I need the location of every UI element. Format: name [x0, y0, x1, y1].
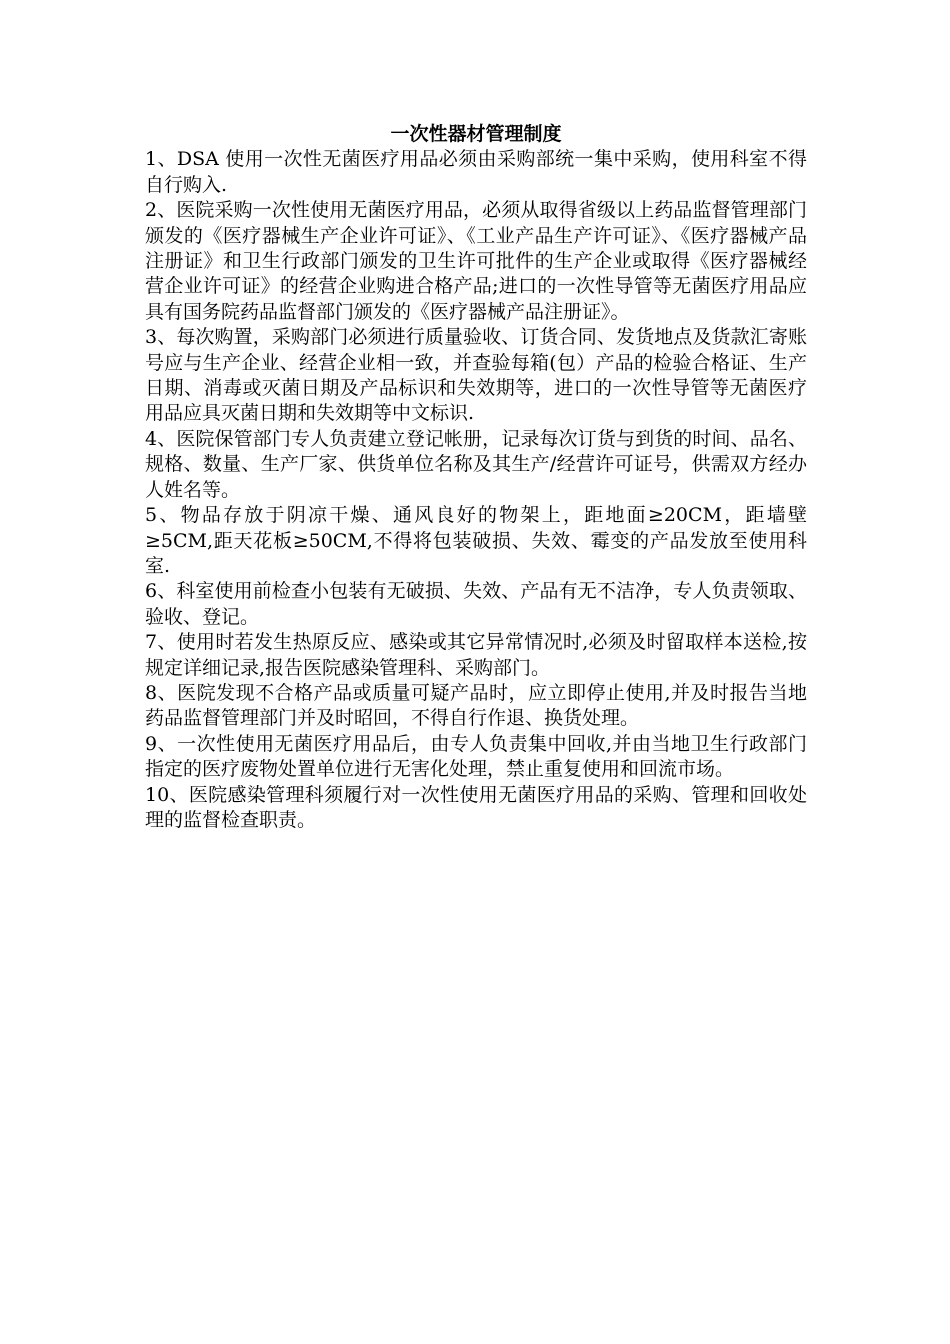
paragraph-5: 5、物品存放于阴凉干燥、通风良好的物架上，距地面≥20CM，距墙壁≥5CM,距天花板≥50CM,不得将包装破损、失效、霉变的产品发放至使用科室. [145, 504, 807, 577]
document-body [145, 122, 807, 833]
paragraph-3: 3、每次购置，采购部门必须进行质量验收、订货合同、发货地点及货款汇寄账号应与生产企业、经营企业相一致，并查验每箱(包）产品的检验合格证、生产日期、消毒或灭菌日期及产品标识和失效期等，进口的一次性导管等无菌医疗用品应具灭菌日期和失效期等中文标识. [145, 326, 807, 425]
paragraph-2: 2、医院采购一次性使用无菌医疗用品，必须从取得省级以上药品监督管理部门颁发的《医疗器械生产企业许可证》、《工业产品生产许可证》、《医疗器械产品注册证》和卫生行政部门颁发的卫生许可批件的生产企业或取得《医疗器械经营企业许可证》的经营企业购进合格产品;进口的一次性导管等无菌医疗用品应具有国务院药品监督部门颁发的《医疗器械产品注册证》。 [145, 199, 807, 323]
paragraph-10: 10、医院感染管理科须履行对一次性使用无菌医疗用品的采购、管理和回收处理的监督检查职责。 [145, 783, 807, 831]
paragraph-1: 1、DSA 使用一次性无菌医疗用品必须由采购部统一集中采购，使用科室不得自行购入. [145, 148, 807, 196]
paragraph-8: 8、医院发现不合格产品或质量可疑产品时，应立即停止使用,并及时报告当地药品监督管理部门并及时昭回，不得自行作退、换货处理。 [145, 681, 807, 730]
paragraph-7: 7、使用时若发生热原反应、感染或其它异常情况时,必须及时留取样本送检,按规定详细记录,报告医院感染管理科、采购部门。 [145, 631, 807, 679]
paragraph-4: 4、医院保管部门专人负责建立登记帐册，记录每次订货与到货的时间、品名、规格、数量、生产厂家、供货单位名称及其生产/经营许可证号，供需双方经办人姓名等。 [145, 427, 807, 501]
paragraph-9: 9、一次性使用无菌医疗用品后，由专人负责集中回收,并由当地卫生行政部门指定的医疗废物处置单位进行无害化处理，禁止重复使用和回流市场。 [145, 732, 807, 781]
document-title: 一次性器材管理制度 [390, 123, 562, 145]
paragraph-6: 6、科室使用前检查小包装有无破损、失效、产品有无不洁净，专人负责领取、验收、登记。 [145, 580, 807, 628]
